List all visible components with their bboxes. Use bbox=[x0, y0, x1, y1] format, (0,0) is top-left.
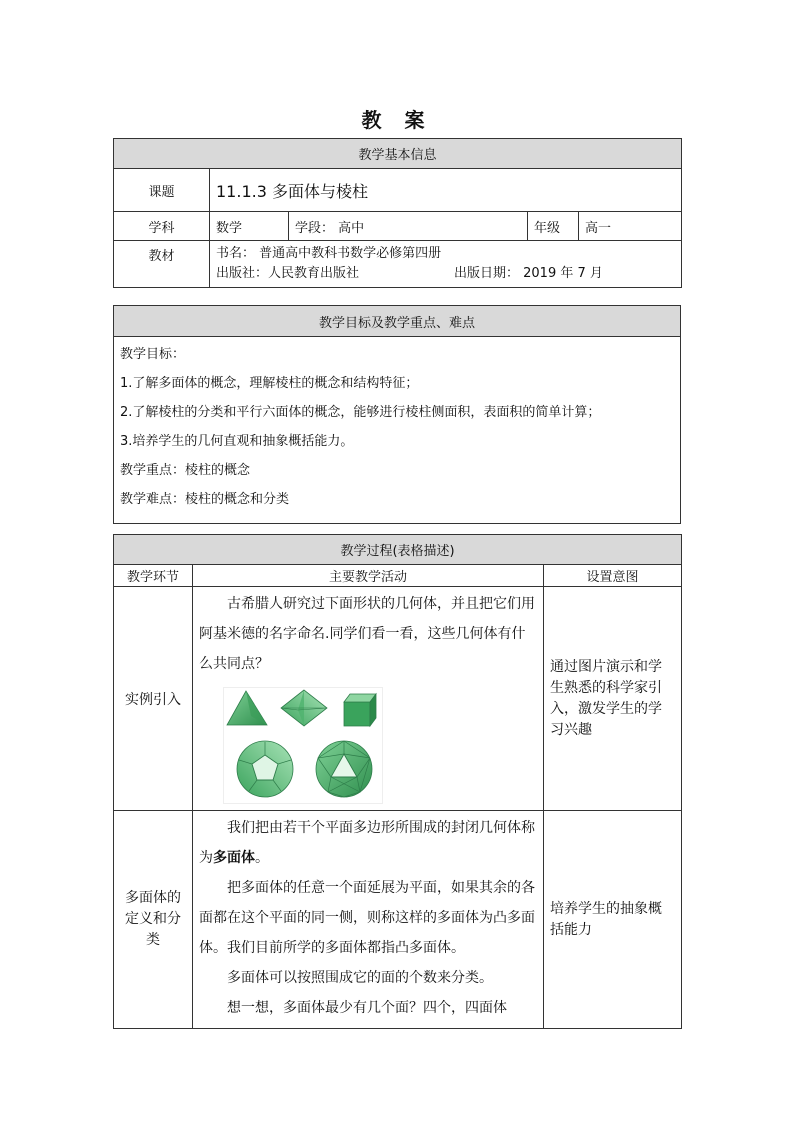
octahedron-icon bbox=[281, 690, 327, 726]
goals-line: 1.了解多面体的概念，理解棱柱的概念和结构特征； bbox=[120, 376, 419, 391]
intent-cell: 通过图片演示和学生熟悉的科学家引入，激发学生的学习兴趣 bbox=[544, 587, 682, 811]
grade-label: 年级 bbox=[528, 212, 579, 241]
intent-cell: 培养学生的抽象概括能力 bbox=[544, 811, 682, 1029]
classification-paragraph: 多面体可以按照围成它的面的个数来分类。 bbox=[227, 970, 493, 986]
basic-info-table bbox=[113, 138, 682, 288]
subject-value: 数学 bbox=[210, 212, 289, 241]
question-paragraph: 想一想，多面体最少有几个面？四个，四面体 bbox=[227, 1000, 507, 1016]
goals-body bbox=[114, 337, 681, 524]
book-name: 书名： 普通高中教科书数学必修第四册 bbox=[216, 246, 442, 261]
topic-label: 课题 bbox=[114, 169, 210, 212]
goals-line: 2.了解棱柱的分类和平行六面体的概念，能够进行棱柱侧面积，表面积的简单计算； bbox=[120, 405, 601, 420]
polyhedra-figure bbox=[223, 687, 383, 804]
convex-paragraph: 把多面体的任意一个面延展为平面，如果其余的各面都在这个平面的同一侧，则称这样的多面体为凸多面体。我们目前所学的多面体都指凸多面体。 bbox=[199, 880, 535, 956]
goals-line: 3.培养学生的几何直观和抽象概括能力。 bbox=[120, 434, 354, 449]
publish-date: 出版日期： 2019 年 7 月 bbox=[454, 266, 603, 281]
goals-header: 教学目标及教学重点、难点 bbox=[114, 306, 681, 337]
polyhedra-svg bbox=[224, 688, 382, 803]
activity-cell bbox=[193, 811, 544, 1029]
grade-value: 高一 bbox=[579, 212, 682, 241]
basic-info-header: 教学基本信息 bbox=[114, 139, 682, 169]
col-intent: 设置意图 bbox=[544, 565, 682, 587]
textbook-label: 教材 bbox=[114, 241, 210, 288]
topic-value: 11.1.3 多面体与棱柱 bbox=[210, 169, 682, 212]
process-table bbox=[113, 534, 682, 1029]
tetrahedron-icon bbox=[227, 691, 267, 725]
subject-label: 学科 bbox=[114, 212, 210, 241]
intro-text: 古希腊人研究过下面形状的几何体，并且把它们用阿基米德的名字命名.同学们看一看，这些几何体有什么共同点？ bbox=[199, 596, 535, 672]
process-header: 教学过程(表格描述) bbox=[114, 535, 682, 565]
icosahedron-icon bbox=[316, 741, 372, 797]
term-polyhedron: 多面体 bbox=[213, 850, 255, 866]
textbook-info bbox=[210, 241, 682, 288]
publisher-row bbox=[216, 264, 681, 284]
cube-icon bbox=[344, 694, 376, 726]
col-activity: 主要教学活动 bbox=[193, 565, 544, 587]
publisher: 出版社：人民教育出版社 bbox=[216, 266, 360, 281]
goals-line: 教学重点：棱柱的概念 bbox=[120, 463, 251, 478]
page-title: 教 案 bbox=[361, 108, 433, 132]
stage-label: 学段： 高中 bbox=[289, 212, 528, 241]
stage-cell: 实例引入 bbox=[114, 587, 193, 811]
goals-table bbox=[113, 305, 681, 524]
definition-paragraph: 我们把由若干个平面多边形所围成的封闭几何体称为多面体。 bbox=[199, 820, 535, 866]
goals-line: 教学目标： bbox=[120, 347, 186, 362]
stage-cell: 多面体的定义和分类 bbox=[114, 811, 193, 1029]
activity-cell bbox=[193, 587, 544, 811]
goals-line: 教学难点：棱柱的概念和分类 bbox=[120, 492, 290, 507]
col-stage: 教学环节 bbox=[114, 565, 193, 587]
dodecahedron-icon bbox=[237, 741, 293, 797]
